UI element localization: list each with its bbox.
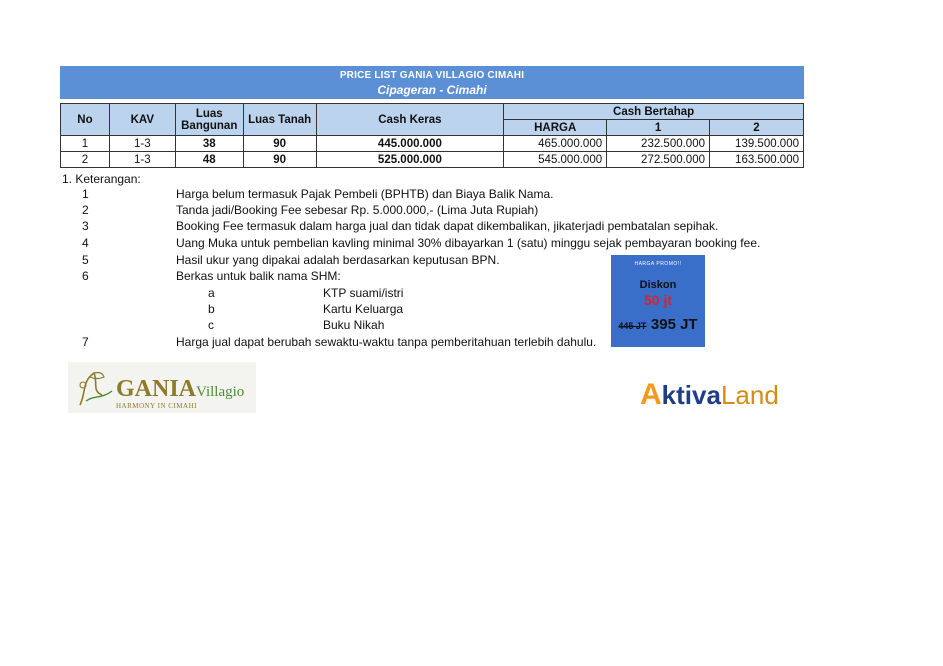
- page-title: PRICE LIST GANIA VILLAGIO CIMAHI: [339, 70, 525, 81]
- cell-luas-tanah: 90: [243, 136, 316, 152]
- table-row: [61, 152, 804, 168]
- col-no-header: No: [61, 104, 110, 136]
- gania-sub-text: Villagio: [196, 384, 245, 400]
- cell-luas-tanah: 90: [243, 152, 316, 168]
- note-text: Tanda jadi/Booking Fee sebesar Rp. 5.000.000,- (Lima Juta Rupiah): [176, 203, 539, 217]
- aktiva-a-letter: A: [640, 378, 662, 411]
- gania-tagline: HARMONY IN CIMAHI: [116, 402, 197, 410]
- note-number: 6: [82, 269, 89, 283]
- col-luas-tanah-header: Luas Tanah: [243, 104, 316, 136]
- sub-note-letter: b: [208, 302, 215, 316]
- col-harga-header: HARGA: [504, 120, 607, 136]
- sub-note-text: KTP suami/istri: [323, 286, 404, 300]
- luas-bangunan-line2: Bangunan: [181, 119, 238, 132]
- note-number: 4: [82, 236, 89, 250]
- promo-label: HARGA PROMO!!: [634, 261, 682, 267]
- promo-price-line: [611, 316, 705, 334]
- cell-cash-keras: 525.000.000: [316, 152, 504, 168]
- cell-kav: 1-3: [109, 136, 175, 152]
- luas-bangunan-line1: Luas: [195, 107, 223, 120]
- note-text: Berkas untuk balik nama SHM:: [176, 269, 341, 283]
- title-banner: [60, 66, 804, 99]
- note-text: Harga belum termasuk Pajak Pembeli (BPHTB) dan Biaya Balik Nama.: [176, 187, 554, 201]
- promo-amount: 50 jt: [643, 292, 672, 308]
- cell-termin2: 139.500.000: [710, 136, 804, 152]
- cell-termin2: 163.500.000: [710, 152, 804, 168]
- cell-no: 2: [61, 152, 110, 168]
- cell-no: 1: [61, 136, 110, 152]
- col-luas-bangunan-header: [175, 104, 243, 136]
- cell-harga: 465.000.000: [504, 136, 607, 152]
- gania-leaf-icon: [72, 365, 118, 411]
- cell-kav: 1-3: [109, 152, 175, 168]
- note-number: 2: [82, 203, 89, 217]
- cell-termin1: 232.500.000: [607, 136, 710, 152]
- cell-luas-bangunan: 38: [175, 136, 243, 152]
- cell-cash-keras: 445.000.000: [316, 136, 504, 152]
- cell-termin1: 272.500.000: [607, 152, 710, 168]
- gania-wordmark: [116, 376, 244, 403]
- table-row: [61, 136, 804, 152]
- note-text: Booking Fee termasuk dalam harga jual dan tidak dapat dikembalikan, jikaterjadi pembatalan sepihak.: [176, 219, 719, 233]
- promo-box: [611, 255, 705, 347]
- notes-title: 1. Keterangan:: [62, 172, 141, 186]
- page-subtitle: Cipageran - Cimahi: [377, 83, 487, 97]
- note-text: Harga jual dapat berubah sewaktu-waktu tanpa pemberitahuan terlebih dahulu.: [176, 335, 597, 349]
- sub-note-letter: c: [208, 318, 214, 332]
- gania-main-text: GANIA: [116, 376, 197, 402]
- cell-harga: 545.000.000: [504, 152, 607, 168]
- col-kav-header: KAV: [109, 104, 175, 136]
- note-number: 3: [82, 219, 89, 233]
- aktiva-land-text: Land: [720, 380, 779, 410]
- sub-note-text: Buku Nikah: [323, 318, 385, 332]
- sub-note-letter: a: [208, 286, 215, 300]
- gania-villagio-logo: [68, 362, 256, 413]
- promo-diskon: Diskon: [639, 279, 677, 291]
- price-table: [60, 103, 804, 168]
- col-termin1-header: 1: [607, 120, 710, 136]
- promo-old-price: 445 JT: [618, 321, 647, 331]
- table-header-row: [61, 104, 804, 120]
- col-termin2-header: 2: [710, 120, 804, 136]
- sub-note-text: Kartu Keluarga: [323, 302, 404, 316]
- cell-luas-bangunan: 48: [175, 152, 243, 168]
- note-text: Uang Muka untuk pembelian kavling minimal 30% dibayarkan 1 (satu) minggu sejak pembayaran booking fee.: [176, 236, 761, 250]
- note-number: 5: [82, 253, 89, 267]
- note-number: 1: [82, 187, 89, 201]
- col-cash-keras-header: Cash Keras: [316, 104, 504, 136]
- col-cash-bertahap-header: Cash Bertahap: [504, 104, 804, 120]
- note-number: 7: [82, 335, 89, 349]
- promo-new-price: 395 JT: [650, 316, 698, 333]
- note-text: Hasil ukur yang dipakai adalah berdasarkan keputusan BPN.: [176, 253, 500, 267]
- aktiva-wordmark: ktiva: [661, 380, 721, 410]
- aktiva-land-logo: [640, 378, 779, 414]
